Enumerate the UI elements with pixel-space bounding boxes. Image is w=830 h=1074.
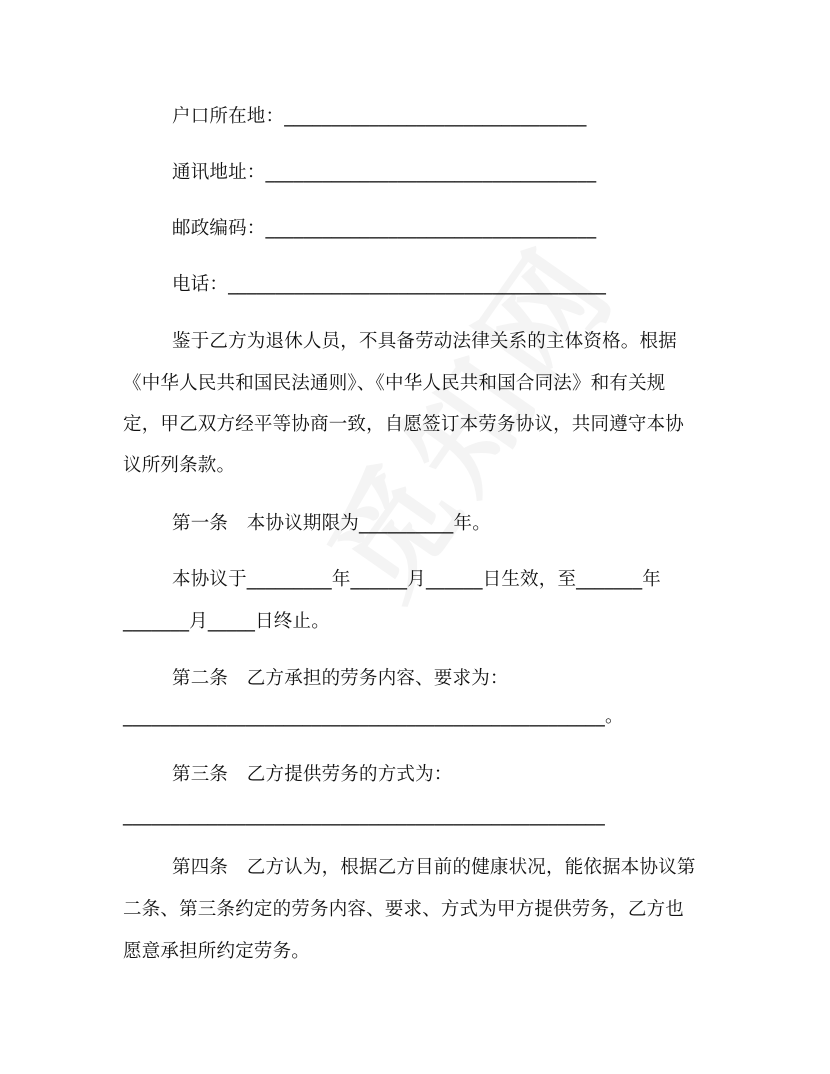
article-3-blank: ___________________________________________________ [123,805,605,826]
field-postcode [172,217,596,241]
article-1-term-line: _______月_____日终止。 [123,611,330,632]
field-blank: ________________________________________ [228,274,607,295]
field-label: 电话： [172,274,229,295]
field-address [172,161,596,185]
article-4-line: 二条、第三条约定的劳务内容、要求、方式为甲方提供劳务，乙方也 [123,899,685,920]
preamble-line: 《中华人民共和国民法通则》、《中华人民共和国合同法》和有关规 [123,373,666,394]
field-blank: ___________________________________ [265,162,597,183]
preamble-line: 议所列条款。 [123,455,236,476]
field-label: 户口所在地： [172,106,285,127]
field-blank: ________________________________ [284,106,587,127]
field-label: 通讯地址： [172,162,266,183]
article-2-blank: ___________________________________________________。 [123,706,624,727]
preamble-line: 定，甲乙双方经平等协商一致，自愿签订本劳务协议，共同遵守本协 [123,414,685,435]
article-2: 第二条 乙方承担的劳务内容、要求为： [172,668,509,689]
article-4-line: 第四条 乙方认为，根据乙方目前的健康状况，能依据本协议第 [172,857,696,878]
article-4-line: 愿意承担所约定劳务。 [123,941,311,962]
preamble-line: 鉴于乙方为退休人员，不具备劳动法律关系的主体资格。根据 [172,331,677,352]
article-1-term-line: 本协议于_________年______月______日生效，至_______年 [172,569,662,590]
article-1: 第一条 本协议期限为__________年。 [172,513,491,534]
article-3: 第三条 乙方提供劳务的方式为： [172,764,453,785]
field-phone [172,273,606,297]
field-label: 邮政编码： [172,218,266,239]
field-blank: ___________________________________ [265,218,597,239]
field-hukou [172,105,587,129]
